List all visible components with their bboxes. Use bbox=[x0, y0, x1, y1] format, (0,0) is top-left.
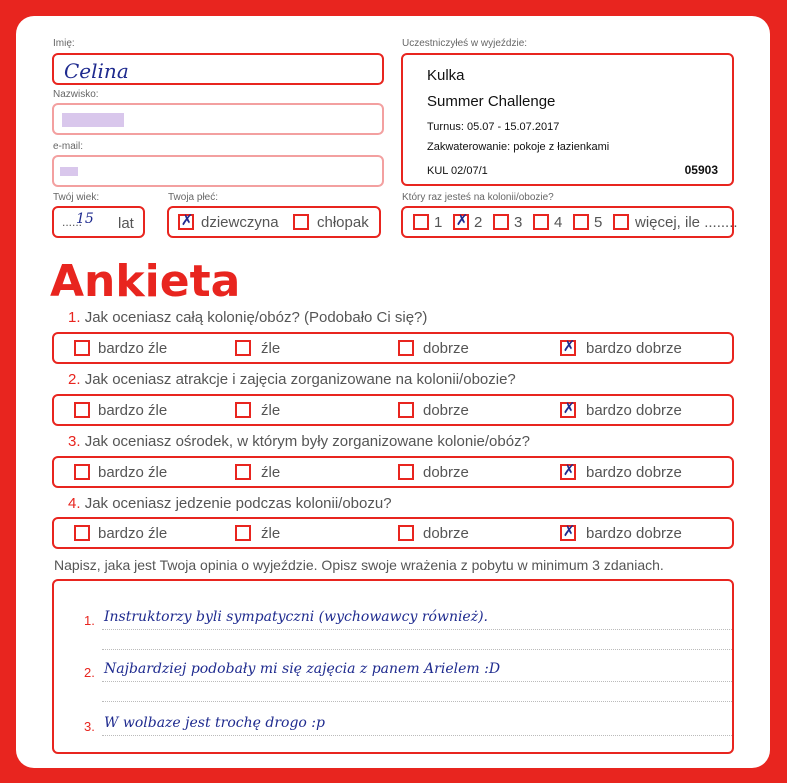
question-2-options bbox=[52, 394, 734, 426]
answer-1-number: 1. bbox=[84, 613, 95, 628]
visit-option-5: 5 bbox=[594, 214, 603, 231]
question-text: Jak oceniasz całą kolonię/obóz? (Podobało Ci się?) bbox=[84, 309, 428, 326]
visit-4-checkbox[interactable] bbox=[533, 214, 549, 230]
answer-line bbox=[102, 701, 732, 702]
zakwaterowanie-label: Zakwaterowanie: bbox=[427, 141, 511, 153]
question-number: 4. bbox=[68, 495, 81, 512]
answer-2-text: Najbardziej podobały mi się zajęcia z panem Arielem :D bbox=[104, 661, 501, 677]
q4-option-bardzo-dobrze: bardzo dobrze bbox=[586, 525, 682, 542]
page-title: Ankieta bbox=[50, 256, 241, 307]
visit-5-checkbox[interactable] bbox=[573, 214, 589, 230]
gender-label: Twoja płeć: bbox=[168, 192, 219, 203]
email-redaction bbox=[60, 167, 78, 176]
trip-line1: Kulka bbox=[427, 67, 465, 84]
q3-bardzo-zle-checkbox[interactable] bbox=[74, 464, 90, 480]
visit-label: Który raz jesteś na kolonii/obozie? bbox=[402, 192, 554, 203]
visit-option-2: 2 bbox=[474, 214, 483, 231]
opinion-box[interactable] bbox=[52, 579, 734, 754]
visit-2-checkbox[interactable] bbox=[453, 211, 469, 230]
turnus-value: 05.07 - 15.07.2017 bbox=[466, 121, 560, 133]
gender-option-chlopak: chłopak bbox=[317, 214, 369, 231]
check-icon: ✗ bbox=[562, 522, 576, 540]
trip-code: KUL 02/07/1 bbox=[427, 165, 488, 177]
age-label: Twój wiek: bbox=[53, 192, 100, 203]
q4-bardzo-dobrze-checkbox[interactable] bbox=[560, 522, 576, 541]
gender-option-dziewczyna: dziewczyna bbox=[201, 214, 279, 231]
question-number: 1. bbox=[68, 309, 81, 326]
q4-dobrze-checkbox[interactable] bbox=[398, 525, 414, 541]
check-icon: ✗ bbox=[562, 461, 576, 479]
surname-redaction bbox=[62, 113, 124, 127]
q1-option-dobrze: dobrze bbox=[423, 340, 469, 357]
age-field[interactable] bbox=[52, 206, 145, 238]
q4-option-dobrze: dobrze bbox=[423, 525, 469, 542]
answer-3-number: 3. bbox=[84, 719, 95, 734]
surname-field[interactable] bbox=[52, 103, 384, 135]
q1-dobrze-checkbox[interactable] bbox=[398, 340, 414, 356]
visit-option-more: więcej, ile ........ bbox=[635, 214, 738, 231]
q2-zle-checkbox[interactable] bbox=[235, 402, 251, 418]
q2-bardzo-zle-checkbox[interactable] bbox=[74, 402, 90, 418]
trip-line2: Summer Challenge bbox=[427, 93, 556, 110]
answer-line bbox=[102, 629, 732, 630]
q3-bardzo-dobrze-checkbox[interactable] bbox=[560, 461, 576, 480]
question-3-options bbox=[52, 456, 734, 488]
q1-option-zle: źle bbox=[261, 340, 281, 357]
check-icon: ✗ bbox=[562, 399, 576, 417]
question-2 bbox=[68, 371, 516, 388]
visit-option-4: 4 bbox=[554, 214, 563, 231]
q1-option-bardzo-zle: bardzo źle bbox=[98, 340, 168, 357]
gender-field bbox=[167, 206, 381, 238]
visit-field bbox=[401, 206, 738, 238]
name-label: Imię: bbox=[53, 38, 75, 49]
survey-sheet bbox=[16, 16, 770, 768]
question-4-options bbox=[52, 517, 734, 549]
opinion-prompt: Napisz, jaka jest Twoja opinia o wyjeździe. Opisz swoje wrażenia z pobytu w minimum 3 zdaniach. bbox=[54, 557, 664, 573]
q4-option-bardzo-zle: bardzo źle bbox=[98, 525, 168, 542]
question-text: Jak oceniasz atrakcje i zajęcia zorganizowane na kolonii/obozie? bbox=[84, 371, 516, 388]
name-value: Celina bbox=[64, 59, 129, 83]
age-dots: ...... bbox=[62, 215, 83, 229]
trip-number: 05903 bbox=[684, 163, 718, 177]
gender-dziewczyna-checkbox[interactable] bbox=[178, 211, 194, 230]
answer-2-number: 2. bbox=[84, 665, 95, 680]
question-1 bbox=[68, 309, 427, 326]
question-1-options bbox=[52, 332, 734, 364]
trip-label: Uczestniczyłeś w wyjeździe: bbox=[402, 38, 528, 49]
q1-bardzo-dobrze-checkbox[interactable] bbox=[560, 337, 576, 356]
q4-option-zle: źle bbox=[261, 525, 281, 542]
q2-option-bardzo-dobrze: bardzo dobrze bbox=[586, 402, 682, 419]
visit-more-checkbox[interactable] bbox=[613, 214, 629, 230]
q2-bardzo-dobrze-checkbox[interactable] bbox=[560, 399, 576, 418]
question-3 bbox=[68, 433, 530, 450]
visit-option-1: 1 bbox=[434, 214, 443, 231]
question-4 bbox=[68, 495, 392, 512]
visit-option-3: 3 bbox=[514, 214, 523, 231]
email-label: e-mail: bbox=[53, 141, 84, 152]
visit-3-checkbox[interactable] bbox=[493, 214, 509, 230]
q4-zle-checkbox[interactable] bbox=[235, 525, 251, 541]
answer-3-text: W wolbaze jest trochę drogo :p bbox=[104, 715, 325, 731]
email-field[interactable] bbox=[52, 155, 384, 187]
q3-dobrze-checkbox[interactable] bbox=[398, 464, 414, 480]
q1-zle-checkbox[interactable] bbox=[235, 340, 251, 356]
q2-option-dobrze: dobrze bbox=[423, 402, 469, 419]
age-value: 15 bbox=[76, 211, 94, 227]
q3-option-bardzo-zle: bardzo źle bbox=[98, 464, 168, 481]
q3-option-dobrze: dobrze bbox=[423, 464, 469, 481]
q1-bardzo-zle-checkbox[interactable] bbox=[74, 340, 90, 356]
check-icon: ✗ bbox=[180, 211, 194, 229]
answer-line bbox=[102, 681, 732, 682]
turnus-label: Turnus: bbox=[427, 121, 464, 133]
q1-option-bardzo-dobrze: bardzo dobrze bbox=[586, 340, 682, 357]
q3-option-zle: źle bbox=[261, 464, 281, 481]
surname-label: Nazwisko: bbox=[53, 89, 99, 100]
q3-zle-checkbox[interactable] bbox=[235, 464, 251, 480]
zakwaterowanie-value: pokoje z łazienkami bbox=[513, 141, 610, 153]
check-icon: ✗ bbox=[455, 211, 469, 229]
answer-1-text: Instruktorzy byli sympatyczni (wychowawcy również). bbox=[104, 609, 489, 625]
q2-dobrze-checkbox[interactable] bbox=[398, 402, 414, 418]
question-text: Jak oceniasz ośrodek, w którym były zorganizowane kolonie/obóz? bbox=[84, 433, 530, 450]
gender-chlopak-checkbox[interactable] bbox=[293, 214, 309, 230]
q2-option-bardzo-zle: bardzo źle bbox=[98, 402, 168, 419]
question-number: 2. bbox=[68, 371, 81, 388]
check-icon: ✗ bbox=[562, 337, 576, 355]
q3-option-bardzo-dobrze: bardzo dobrze bbox=[586, 464, 682, 481]
question-text: Jak oceniasz jedzenie podczas kolonii/obozu? bbox=[84, 495, 392, 512]
answer-line bbox=[102, 649, 732, 650]
q4-bardzo-zle-checkbox[interactable] bbox=[74, 525, 90, 541]
name-field[interactable] bbox=[52, 53, 384, 85]
q2-option-zle: źle bbox=[261, 402, 281, 419]
trip-box bbox=[401, 53, 734, 186]
age-unit: lat bbox=[118, 215, 134, 232]
answer-line bbox=[102, 735, 732, 736]
question-number: 3. bbox=[68, 433, 81, 450]
visit-1-checkbox[interactable] bbox=[413, 214, 429, 230]
